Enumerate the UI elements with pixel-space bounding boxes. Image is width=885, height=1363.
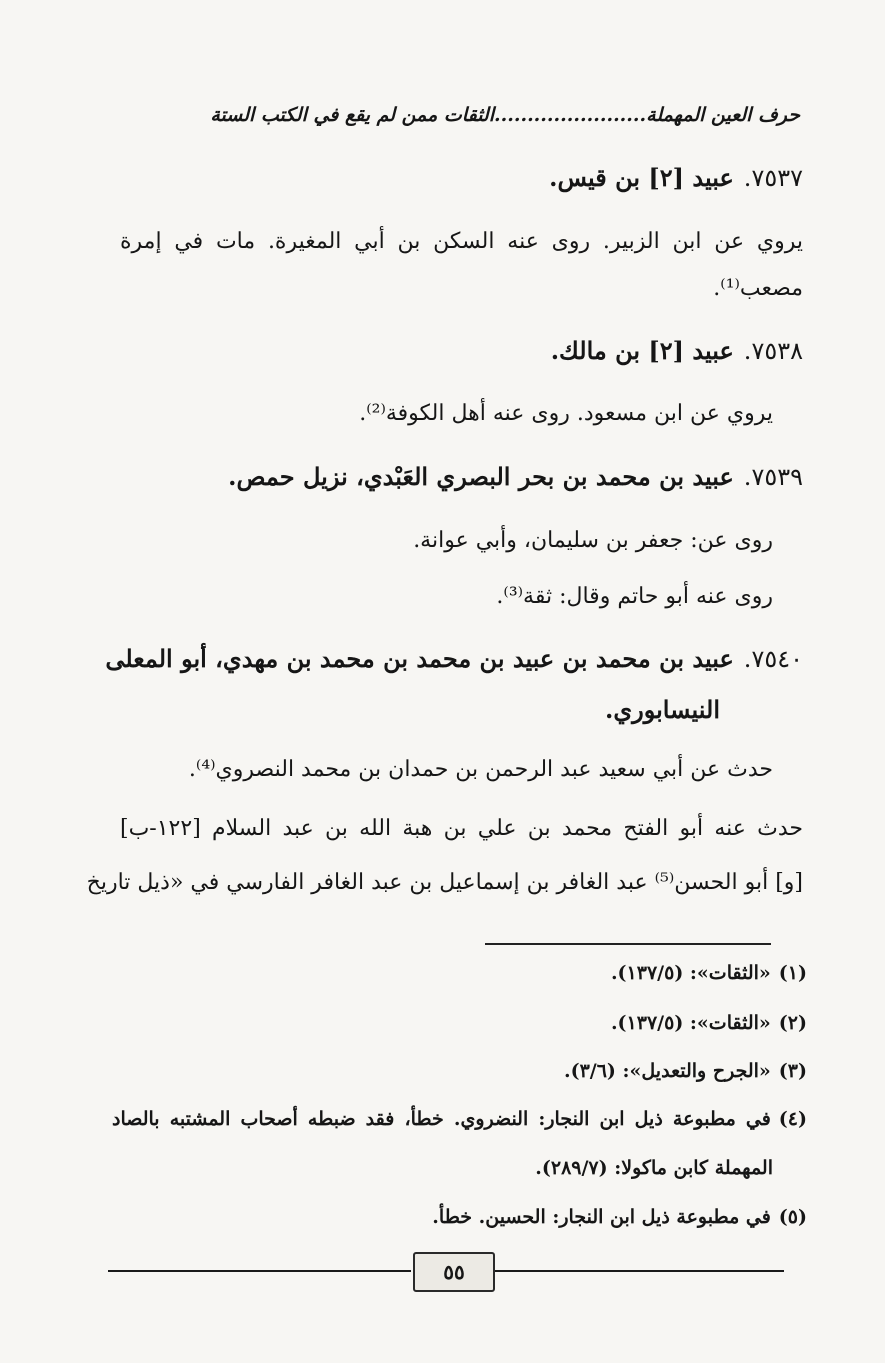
footnote (110, 1206, 807, 1229)
entry-heading (110, 164, 803, 193)
entry-text: حدث عنه أبو الفتح محمد بن علي بن هبة الله بن عبد السلام [١٢٢-ب] (120, 816, 803, 841)
footnote-text: «الثقات»: (١٣٧/٥). (610, 962, 771, 984)
entry-name: عبيد [٢] بن مالك. (550, 336, 734, 365)
page-number-text: ٥٥ (443, 1260, 465, 1284)
running-head: حرف العين المهملة.......................الثقات ممن لم يقع في الكتب الستة (210, 104, 800, 126)
bottom-rule (492, 1270, 784, 1272)
entry-name: عبيد بن محمد بن عبيد بن محمد بن محمد بن مهدي، أبو المعلى (105, 644, 734, 673)
footnote-number: (١) (778, 962, 807, 984)
entry-name: عبيد [٢] بن قيس. (549, 163, 734, 192)
entry-heading (105, 644, 803, 674)
footnote-number: (٢) (778, 1012, 807, 1034)
entry-number: ٧٥٣٩. (743, 463, 803, 491)
footnote-text: في مطبوعة ذيل ابن النجار: الحسين. خطأ. (432, 1206, 771, 1228)
entry-text: [و] أبو الحسن⁽⁵⁾ عبد الغافر بن إسماعيل بن عبد الغافر الفارسي في «ذيل تاريخ (86, 870, 803, 895)
footnote-number: (٣) (778, 1060, 807, 1082)
entry-name: عبيد بن محمد بن بحر البصري العَبْدي، نزيل حمص. (228, 462, 734, 491)
entry-text: يروي عن ابن الزبير. روى عنه السكن بن أبي المغيرة. مات في إمرة (120, 229, 803, 254)
footnote (110, 1060, 807, 1083)
footnote (110, 962, 807, 985)
entry-text: مصعب⁽¹⁾. (713, 276, 803, 301)
entry-text: روى عن: جعفر بن سليمان، وأبي عوانة. (413, 528, 773, 553)
entry-name-continued: النيسابوري. (605, 695, 720, 724)
entry-number: ٧٥٣٧. (743, 164, 803, 192)
footnote-text: «الجرح والتعديل»: (٣/٦). (563, 1060, 771, 1082)
entry-number: ٧٥٣٨. (743, 337, 803, 365)
footnote-separator (485, 943, 771, 945)
footnote-text: في مطبوعة ذيل ابن النجار: النضروي. خطأ، فقد ضبطه أصحاب المشتبه بالصاد (112, 1108, 771, 1130)
page-number (413, 1252, 495, 1292)
bottom-rule (108, 1270, 411, 1272)
entry-number: ٧٥٤٠. (743, 645, 803, 673)
footnote-text: «الثقات»: (١٣٧/٥). (610, 1012, 771, 1034)
entry-text: حدث عن أبي سعيد عبد الرحمن بن حمدان بن محمد النصروي⁽⁴⁾. (188, 757, 773, 782)
footnote (112, 1108, 807, 1131)
footnote-number: (٥) (778, 1206, 807, 1228)
entry-heading (110, 337, 803, 366)
footnote-number: (٤) (778, 1108, 807, 1130)
footnote-continued: المهملة كابن ماكولا: (٢٨٩/٧). (535, 1157, 773, 1179)
footnote (110, 1012, 807, 1035)
entry-text: روى عنه أبو حاتم وقال: ثقة⁽³⁾. (496, 584, 773, 609)
entry-text: يروي عن ابن مسعود. روى عنه أهل الكوفة⁽²⁾. (359, 401, 773, 426)
entry-heading (110, 463, 803, 492)
